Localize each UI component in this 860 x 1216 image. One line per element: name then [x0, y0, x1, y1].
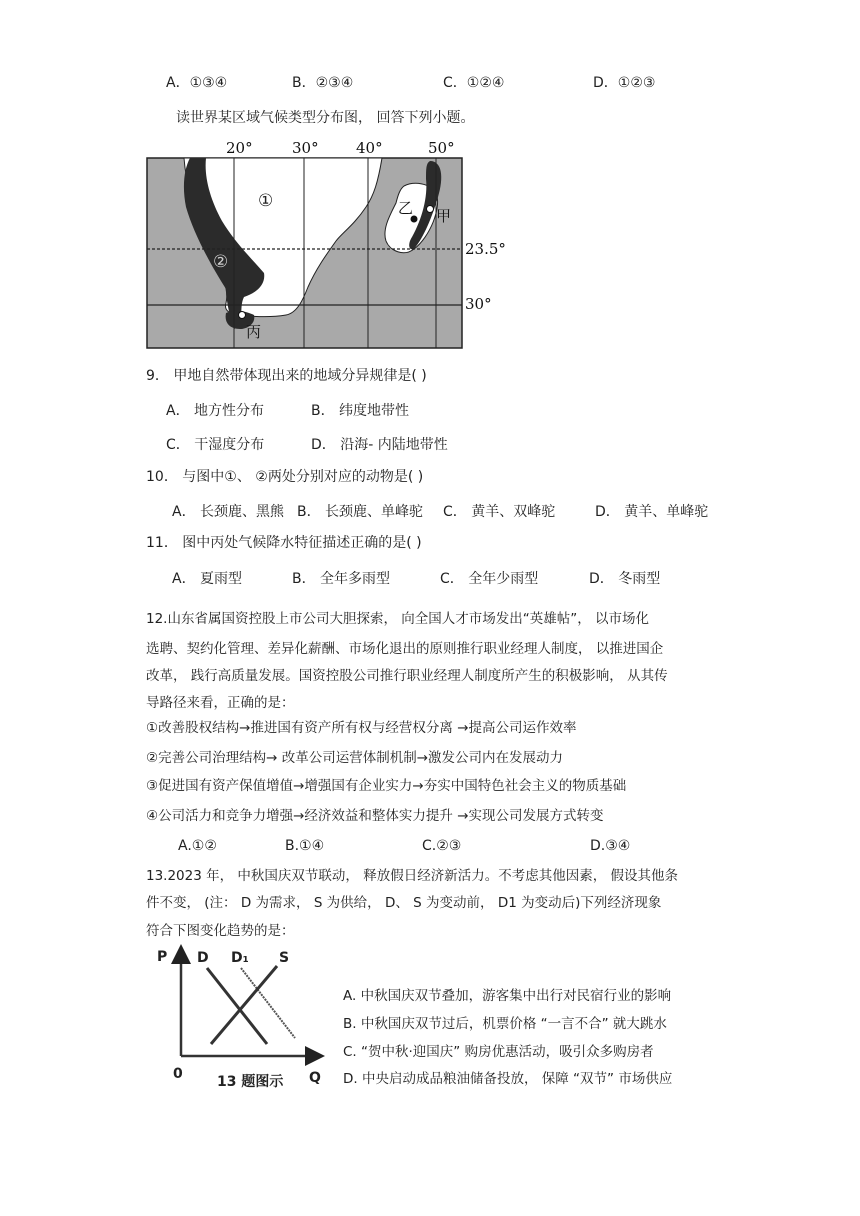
q11-option-c: C． 全年少雨型 — [440, 571, 539, 587]
q9-option-a: A． 地方性分布 — [166, 403, 265, 419]
q12-option-d: D.③④ — [590, 838, 631, 854]
option-b: B．②③④ — [292, 75, 354, 91]
q9-option-b: B． 纬度地带性 — [311, 403, 410, 419]
lon-label-20: 20° — [226, 139, 253, 157]
q13-option-a: A. 中秋国庆双节叠加，游客集中出行对民宿行业的影响 — [343, 988, 672, 1004]
curve-d1-label: D₁ — [231, 950, 249, 966]
mark-zone-2: ② — [213, 252, 229, 272]
q12-line-4: 导路径来看，正确的是： — [146, 695, 295, 711]
diagram-caption: 13 题图示 — [217, 1074, 284, 1090]
q13-option-d: D. 中央启动成品粮油储备投放， 保障 “双节” 市场供应 — [343, 1071, 673, 1087]
curve-s-label: S — [279, 950, 290, 966]
q13-line-1: 13.2023 年， 中秋国庆双节联动， 释放假日经济新活力。不考虑其他因素， 假设其他条 — [146, 868, 678, 884]
q12-line-3: 改革， 践行高质量发展。国资控股公司推行职业经理人制度所产生的积极影响， 从其传 — [146, 668, 668, 684]
mark-bing: 丙 — [246, 323, 262, 341]
option-d: D．①②③ — [593, 75, 656, 91]
option-c: C．①②④ — [443, 75, 505, 91]
mark-jia: 甲 — [436, 207, 452, 225]
q11-option-b: B． 全年多雨型 — [292, 571, 391, 587]
q12-item-2: ②完善公司治理结构→ 改革公司运营体制机制→激发公司内在发展动力 — [146, 750, 564, 766]
q12-option-b: B.①④ — [285, 838, 325, 854]
q10-option-c: C． 黄羊、双峰驼 — [443, 504, 556, 520]
lat-label-30: 30° — [465, 295, 492, 313]
axis-q-label: Q — [309, 1070, 321, 1086]
climate-map — [146, 137, 506, 351]
option-a: A．①③④ — [166, 75, 228, 91]
q11-option-a: A． 夏雨型 — [172, 571, 243, 587]
q12-option-a: A.①② — [178, 838, 217, 854]
q10-option-b: B． 长颈鹿、单峰驼 — [297, 504, 424, 520]
mark-zone-1: ① — [258, 191, 274, 211]
q12-line-1: 12.山东省属国资控股上市公司大胆探索， 向全国人才市场发出“英雄帖”， 以市场化 — [146, 611, 650, 627]
q11-stem: 11． 图中丙处气候降水特征描述正确的是( ) — [146, 535, 422, 551]
q9-option-c: C． 干湿度分布 — [166, 437, 265, 453]
mark-yi: 乙 — [398, 199, 414, 217]
q12-item-1: ①改善股权结构→推进国有资产所有权与经营权分离 →提高公司运作效率 — [146, 720, 577, 736]
q12-item-4: ④公司活力和竞争力增强→经济效益和整体实力提升 →实现公司发展方式转变 — [146, 808, 604, 824]
q10-option-a: A． 长颈鹿、黑熊 — [172, 504, 285, 520]
q13-line-2: 件不变， (注： D 为需求， S 为供给， D、 S 为变动前， D1 为变动后)下列经济现象 — [146, 895, 662, 911]
q9-stem: 9． 甲地自然带体现出来的地域分异规律是( ) — [146, 368, 427, 384]
q13-option-c: C. “贺中秋·迎国庆” 购房优惠活动，吸引众多购房者 — [343, 1044, 654, 1060]
lon-label-40: 40° — [356, 139, 383, 157]
q12-option-c: C.②③ — [422, 838, 462, 854]
curve-d-label: D — [197, 950, 209, 966]
q12-item-3: ③促进国有资产保值增值→增强国有企业实力→夯实中国特色社会主义的物质基础 — [146, 778, 627, 794]
q13-option-b: B. 中秋国庆双节过后，机票价格 “一言不合” 就大跳水 — [343, 1016, 667, 1032]
q12-line-2: 选聘、契约化管理、差异化薪酬、市场化退出的原则推行职业经理人制度， 以推进国企 — [146, 641, 664, 657]
supply-demand-diagram — [155, 944, 335, 1094]
lon-label-50: 50° — [428, 139, 455, 157]
origin-label: 0 — [173, 1066, 183, 1082]
q9-option-d: D． 沿海- 内陆地带性 — [311, 437, 448, 453]
lon-label-30: 30° — [292, 139, 319, 157]
q13-line-3: 符合下图变化趋势的是： — [146, 923, 295, 939]
map-intro: 读世界某区域气候类型分布图， 回答下列小题。 — [176, 110, 475, 126]
q10-option-d: D． 黄羊、单峰驼 — [595, 504, 709, 520]
lat-label-23-5: 23.5° — [465, 240, 506, 258]
axis-p-label: P — [157, 949, 168, 965]
q11-option-d: D． 冬雨型 — [589, 571, 661, 587]
q10-stem: 10． 与图中①、 ②两处分别对应的动物是( ) — [146, 469, 424, 485]
